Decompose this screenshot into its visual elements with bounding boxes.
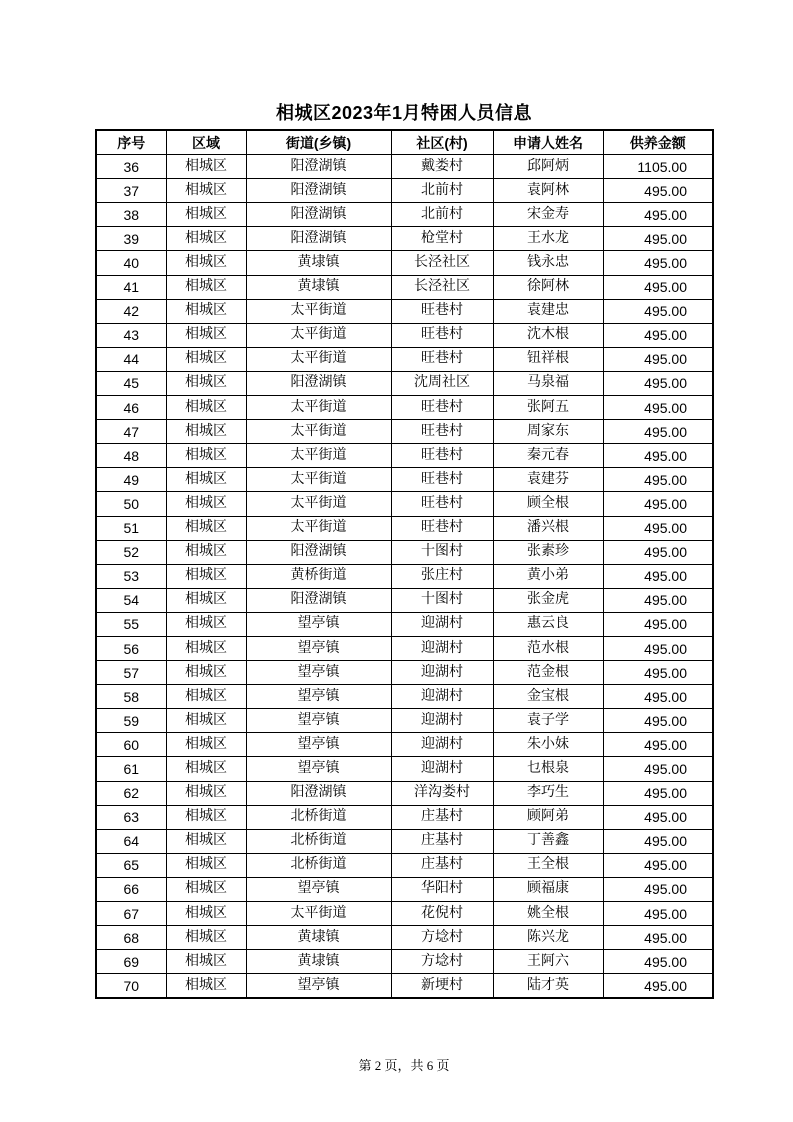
cell-village: 旺巷村 [391, 299, 493, 323]
col-header-name: 申请人姓名 [493, 130, 603, 155]
table-row [96, 902, 713, 926]
cell-village: 花倪村 [391, 902, 493, 926]
cell-applicant-name: 马泉福 [493, 371, 603, 395]
cell-region: 相城区 [166, 540, 246, 564]
cell-applicant-name: 沈木根 [493, 323, 603, 347]
cell-village: 庄基村 [391, 853, 493, 877]
cell-region: 相城区 [166, 203, 246, 227]
cell-index: 46 [96, 396, 166, 420]
cell-amount: 495.00 [603, 420, 713, 444]
cell-region: 相城区 [166, 829, 246, 853]
cell-applicant-name: 张阿五 [493, 396, 603, 420]
table-row [96, 709, 713, 733]
cell-applicant-name: 惠云良 [493, 612, 603, 636]
cell-applicant-name: 袁建忠 [493, 299, 603, 323]
cell-index: 58 [96, 685, 166, 709]
cell-index: 63 [96, 805, 166, 829]
table-row [96, 588, 713, 612]
cell-amount: 495.00 [603, 227, 713, 251]
cell-index: 67 [96, 902, 166, 926]
cell-applicant-name: 袁建芬 [493, 468, 603, 492]
table-row [96, 757, 713, 781]
table-row [96, 829, 713, 853]
cell-index: 70 [96, 974, 166, 999]
cell-index: 62 [96, 781, 166, 805]
cell-region: 相城区 [166, 636, 246, 660]
table-row [96, 612, 713, 636]
cell-applicant-name: 范水根 [493, 636, 603, 660]
cell-village: 戴娄村 [391, 155, 493, 179]
col-header-street: 街道(乡镇) [246, 130, 391, 155]
cell-applicant-name: 顾福康 [493, 877, 603, 901]
cell-village: 旺巷村 [391, 444, 493, 468]
cell-region: 相城区 [166, 179, 246, 203]
cell-region: 相城区 [166, 492, 246, 516]
page-title: 相城区2023年1月特困人员信息 [275, 103, 533, 123]
cell-index: 54 [96, 588, 166, 612]
cell-region: 相城区 [166, 299, 246, 323]
cell-applicant-name: 朱小妹 [493, 733, 603, 757]
cell-index: 40 [96, 251, 166, 275]
cell-region: 相城区 [166, 757, 246, 781]
cell-applicant-name: 周家东 [493, 420, 603, 444]
cell-street: 太平街道 [246, 347, 391, 371]
cell-region: 相城区 [166, 155, 246, 179]
cell-village: 枪堂村 [391, 227, 493, 251]
cell-amount: 495.00 [603, 685, 713, 709]
cell-amount: 495.00 [603, 805, 713, 829]
cell-village: 迎湖村 [391, 612, 493, 636]
cell-amount: 495.00 [603, 299, 713, 323]
table-row [96, 371, 713, 395]
cell-amount: 495.00 [603, 926, 713, 950]
cell-amount: 495.00 [603, 371, 713, 395]
data-table [95, 129, 714, 999]
cell-street: 太平街道 [246, 420, 391, 444]
cell-amount: 495.00 [603, 588, 713, 612]
cell-region: 相城区 [166, 516, 246, 540]
cell-street: 太平街道 [246, 468, 391, 492]
cell-village: 旺巷村 [391, 323, 493, 347]
table-row [96, 516, 713, 540]
cell-applicant-name: 金宝根 [493, 685, 603, 709]
table-row [96, 275, 713, 299]
cell-village: 旺巷村 [391, 347, 493, 371]
cell-index: 69 [96, 950, 166, 974]
cell-applicant-name: 袁阿林 [493, 179, 603, 203]
cell-amount: 495.00 [603, 203, 713, 227]
cell-region: 相城区 [166, 685, 246, 709]
cell-region: 相城区 [166, 853, 246, 877]
cell-index: 49 [96, 468, 166, 492]
cell-applicant-name: 丁善鑫 [493, 829, 603, 853]
cell-index: 66 [96, 877, 166, 901]
cell-village: 洋沟娄村 [391, 781, 493, 805]
cell-index: 68 [96, 926, 166, 950]
cell-region: 相城区 [166, 926, 246, 950]
cell-index: 42 [96, 299, 166, 323]
cell-applicant-name: 顾阿弟 [493, 805, 603, 829]
cell-index: 50 [96, 492, 166, 516]
cell-street: 太平街道 [246, 492, 391, 516]
cell-applicant-name: 秦元春 [493, 444, 603, 468]
cell-applicant-name: 宋金寿 [493, 203, 603, 227]
cell-village: 旺巷村 [391, 516, 493, 540]
cell-index: 55 [96, 612, 166, 636]
cell-applicant-name: 王水龙 [493, 227, 603, 251]
cell-village: 庄基村 [391, 805, 493, 829]
table-row [96, 227, 713, 251]
cell-applicant-name: 范金根 [493, 661, 603, 685]
cell-village: 迎湖村 [391, 709, 493, 733]
cell-village: 北前村 [391, 203, 493, 227]
col-header-region: 区域 [166, 130, 246, 155]
cell-region: 相城区 [166, 323, 246, 347]
cell-street: 望亭镇 [246, 733, 391, 757]
cell-street: 望亭镇 [246, 612, 391, 636]
col-header-index: 序号 [96, 130, 166, 155]
cell-street: 阳澄湖镇 [246, 203, 391, 227]
table-row [96, 636, 713, 660]
cell-region: 相城区 [166, 805, 246, 829]
cell-street: 望亭镇 [246, 974, 391, 999]
cell-amount: 495.00 [603, 179, 713, 203]
cell-street: 太平街道 [246, 299, 391, 323]
cell-applicant-name: 顾全根 [493, 492, 603, 516]
table-row [96, 251, 713, 275]
cell-street: 北桥街道 [246, 829, 391, 853]
cell-region: 相城区 [166, 371, 246, 395]
table-row [96, 781, 713, 805]
cell-amount: 495.00 [603, 251, 713, 275]
cell-village: 迎湖村 [391, 685, 493, 709]
cell-street: 阳澄湖镇 [246, 371, 391, 395]
cell-index: 61 [96, 757, 166, 781]
table-row [96, 347, 713, 371]
cell-street: 望亭镇 [246, 709, 391, 733]
cell-region: 相城区 [166, 588, 246, 612]
cell-index: 56 [96, 636, 166, 660]
cell-street: 望亭镇 [246, 685, 391, 709]
cell-index: 45 [96, 371, 166, 395]
table-body [96, 155, 713, 999]
cell-village: 北前村 [391, 179, 493, 203]
cell-region: 相城区 [166, 396, 246, 420]
table-header [96, 130, 713, 155]
cell-street: 黄桥街道 [246, 564, 391, 588]
cell-village: 张庄村 [391, 564, 493, 588]
cell-amount: 495.00 [603, 444, 713, 468]
cell-index: 43 [96, 323, 166, 347]
cell-street: 太平街道 [246, 516, 391, 540]
cell-index: 64 [96, 829, 166, 853]
cell-street: 望亭镇 [246, 757, 391, 781]
table-row [96, 805, 713, 829]
cell-applicant-name: 李巧生 [493, 781, 603, 805]
cell-index: 36 [96, 155, 166, 179]
cell-street: 北桥街道 [246, 805, 391, 829]
cell-region: 相城区 [166, 275, 246, 299]
cell-village: 迎湖村 [391, 661, 493, 685]
cell-village: 华阳村 [391, 877, 493, 901]
cell-index: 59 [96, 709, 166, 733]
cell-amount: 1105.00 [603, 155, 713, 179]
table-row [96, 420, 713, 444]
cell-region: 相城区 [166, 564, 246, 588]
table-row [96, 492, 713, 516]
table-row [96, 540, 713, 564]
cell-region: 相城区 [166, 347, 246, 371]
cell-region: 相城区 [166, 444, 246, 468]
cell-amount: 495.00 [603, 757, 713, 781]
cell-applicant-name: 钱永忠 [493, 251, 603, 275]
cell-applicant-name: 陆才英 [493, 974, 603, 999]
cell-street: 阳澄湖镇 [246, 227, 391, 251]
cell-applicant-name: 黄小弟 [493, 564, 603, 588]
cell-village: 迎湖村 [391, 636, 493, 660]
table-row [96, 299, 713, 323]
cell-village: 旺巷村 [391, 396, 493, 420]
cell-amount: 495.00 [603, 902, 713, 926]
cell-amount: 495.00 [603, 709, 713, 733]
cell-region: 相城区 [166, 950, 246, 974]
table-row [96, 468, 713, 492]
cell-index: 38 [96, 203, 166, 227]
cell-region: 相城区 [166, 877, 246, 901]
cell-village: 新埂村 [391, 974, 493, 999]
cell-amount: 495.00 [603, 323, 713, 347]
cell-street: 黄埭镇 [246, 251, 391, 275]
cell-region: 相城区 [166, 420, 246, 444]
cell-amount: 495.00 [603, 829, 713, 853]
cell-index: 41 [96, 275, 166, 299]
cell-amount: 495.00 [603, 661, 713, 685]
cell-street: 太平街道 [246, 396, 391, 420]
cell-index: 57 [96, 661, 166, 685]
cell-street: 太平街道 [246, 902, 391, 926]
cell-amount: 495.00 [603, 950, 713, 974]
cell-street: 太平街道 [246, 444, 391, 468]
cell-street: 黄埭镇 [246, 950, 391, 974]
cell-village: 十图村 [391, 588, 493, 612]
cell-applicant-name: 钮祥根 [493, 347, 603, 371]
cell-village: 方埝村 [391, 926, 493, 950]
cell-index: 60 [96, 733, 166, 757]
table-row [96, 179, 713, 203]
table-row [96, 685, 713, 709]
cell-street: 太平街道 [246, 323, 391, 347]
cell-street: 阳澄湖镇 [246, 179, 391, 203]
col-header-village: 社区(村) [391, 130, 493, 155]
cell-applicant-name: 潘兴根 [493, 516, 603, 540]
cell-amount: 495.00 [603, 516, 713, 540]
col-header-amount: 供养金额 [603, 130, 713, 155]
cell-amount: 495.00 [603, 781, 713, 805]
table-row [96, 661, 713, 685]
cell-amount: 495.00 [603, 540, 713, 564]
cell-amount: 495.00 [603, 612, 713, 636]
cell-village: 旺巷村 [391, 420, 493, 444]
cell-applicant-name: 徐阿林 [493, 275, 603, 299]
cell-region: 相城区 [166, 781, 246, 805]
cell-village: 迎湖村 [391, 733, 493, 757]
cell-applicant-name: 姚全根 [493, 902, 603, 926]
cell-applicant-name: 陈兴龙 [493, 926, 603, 950]
cell-street: 阳澄湖镇 [246, 781, 391, 805]
table-row [96, 396, 713, 420]
cell-applicant-name: 邱阿炳 [493, 155, 603, 179]
table-row [96, 203, 713, 227]
cell-region: 相城区 [166, 468, 246, 492]
cell-applicant-name: 王阿六 [493, 950, 603, 974]
cell-amount: 495.00 [603, 347, 713, 371]
cell-index: 39 [96, 227, 166, 251]
cell-index: 44 [96, 347, 166, 371]
cell-village: 沈周社区 [391, 371, 493, 395]
cell-applicant-name: 张金虎 [493, 588, 603, 612]
cell-region: 相城区 [166, 251, 246, 275]
cell-village: 长泾社区 [391, 251, 493, 275]
table-row [96, 564, 713, 588]
cell-index: 37 [96, 179, 166, 203]
cell-street: 阳澄湖镇 [246, 155, 391, 179]
cell-index: 53 [96, 564, 166, 588]
cell-region: 相城区 [166, 709, 246, 733]
cell-amount: 495.00 [603, 396, 713, 420]
cell-village: 旺巷村 [391, 492, 493, 516]
cell-street: 望亭镇 [246, 877, 391, 901]
cell-amount: 495.00 [603, 468, 713, 492]
cell-street: 黄埭镇 [246, 926, 391, 950]
cell-amount: 495.00 [603, 853, 713, 877]
cell-amount: 495.00 [603, 492, 713, 516]
table-row [96, 853, 713, 877]
table-row [96, 155, 713, 179]
cell-region: 相城区 [166, 902, 246, 926]
table-row [96, 974, 713, 999]
cell-index: 65 [96, 853, 166, 877]
cell-street: 北桥街道 [246, 853, 391, 877]
cell-amount: 495.00 [603, 636, 713, 660]
cell-applicant-name: 乜根泉 [493, 757, 603, 781]
cell-applicant-name: 张素珍 [493, 540, 603, 564]
cell-amount: 495.00 [603, 974, 713, 999]
cell-street: 望亭镇 [246, 661, 391, 685]
cell-index: 47 [96, 420, 166, 444]
cell-region: 相城区 [166, 733, 246, 757]
table-row [96, 444, 713, 468]
cell-region: 相城区 [166, 612, 246, 636]
table-header-row [96, 130, 713, 155]
cell-region: 相城区 [166, 227, 246, 251]
cell-street: 阳澄湖镇 [246, 540, 391, 564]
cell-applicant-name: 袁子学 [493, 709, 603, 733]
cell-village: 方埝村 [391, 950, 493, 974]
cell-amount: 495.00 [603, 275, 713, 299]
cell-village: 旺巷村 [391, 468, 493, 492]
table-row [96, 877, 713, 901]
cell-street: 黄埭镇 [246, 275, 391, 299]
cell-index: 51 [96, 516, 166, 540]
page-footer: 第 2 页，共 6 页 [358, 1058, 450, 1073]
cell-index: 52 [96, 540, 166, 564]
cell-region: 相城区 [166, 661, 246, 685]
cell-street: 阳澄湖镇 [246, 588, 391, 612]
cell-amount: 495.00 [603, 877, 713, 901]
cell-region: 相城区 [166, 974, 246, 999]
cell-index: 48 [96, 444, 166, 468]
cell-village: 迎湖村 [391, 757, 493, 781]
table-row [96, 733, 713, 757]
cell-amount: 495.00 [603, 564, 713, 588]
table-row [96, 950, 713, 974]
cell-village: 长泾社区 [391, 275, 493, 299]
table-row [96, 926, 713, 950]
cell-street: 望亭镇 [246, 636, 391, 660]
table-row [96, 323, 713, 347]
cell-amount: 495.00 [603, 733, 713, 757]
cell-applicant-name: 王全根 [493, 853, 603, 877]
cell-village: 庄基村 [391, 829, 493, 853]
cell-village: 十图村 [391, 540, 493, 564]
